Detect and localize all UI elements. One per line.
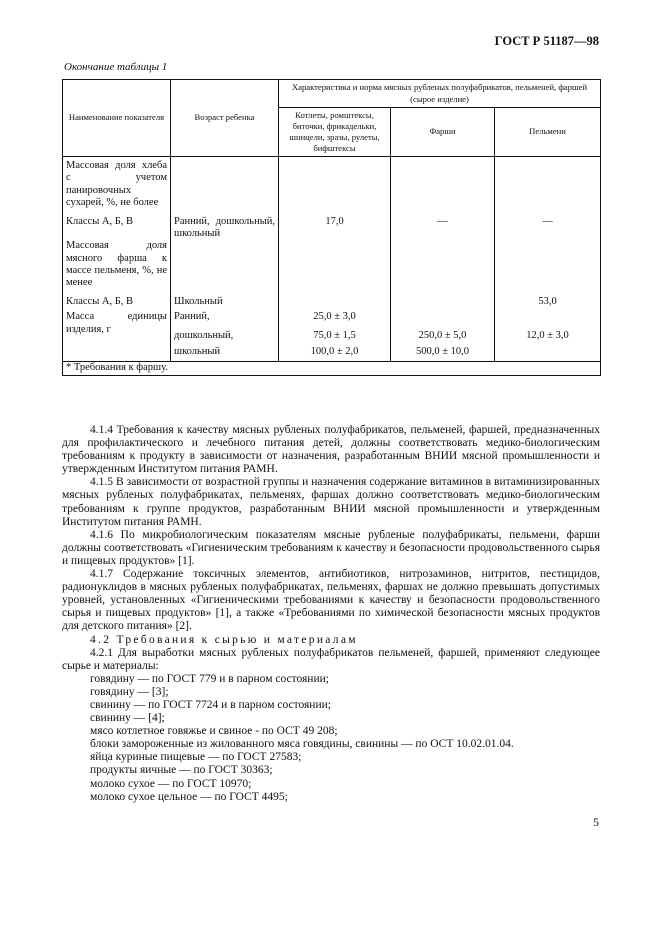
list-item: молоко сухое — по ГОСТ 10970; <box>90 777 252 790</box>
list-item: свинину — по ГОСТ 7724 и в парном состоянии; <box>90 698 331 711</box>
row-name: Массовая доля хлеба с учетом панировочных сухарей, %, не более <box>63 157 171 210</box>
materials-list <box>62 673 600 804</box>
table-row <box>63 210 601 241</box>
paragraph-4-2-1: 4.2.1 Для выработки мясных рубленых полуфабрикатов пельменей, фаршей, применяют следующее сырье и материалы: <box>62 646 600 672</box>
header-indicator: Наименование показателя <box>63 80 171 157</box>
header-age: Возраст ребенка <box>171 80 279 157</box>
body-text <box>62 424 600 804</box>
table-row <box>63 308 601 323</box>
paragraph-4-1-4: 4.1.4 Требования к качеству мясных рубленых полуфабрикатов, пельменей, фаршей, предназначенных для профилактического и лечебного питания детей, должны соответствовать медико-биологическим требованиям к продукту в зависимости от назначения, разработанным ВНИИ мясной промышленности и утвержденным Институтом питания РАМН. <box>62 424 600 476</box>
section-heading-4-2: 4.2 Требования к сырью и материалам <box>90 633 358 646</box>
row-age: Ранний, дошкольный, школьный <box>171 210 279 241</box>
table-row <box>63 240 601 290</box>
list-item: говядину — по ГОСТ 779 и в парном состоянии; <box>90 672 329 685</box>
row-name: Массовая доля мясного фарша к массе пельменя, %, не менее <box>63 240 171 290</box>
row-name: Масса единицы изделия, г <box>63 308 171 362</box>
row-pelmeni: — <box>495 210 601 241</box>
list-item: мясо котлетное говяжье и свиное - по ОСТ 49 208; <box>90 725 338 738</box>
table-row <box>63 157 601 210</box>
list-item: свинину — [4]; <box>90 712 165 725</box>
header-group: Характеристика и норма мясных рубленых полуфабрикатов, пельменей, фаршей (сырое изделие) <box>279 80 601 108</box>
table-row <box>63 290 601 308</box>
table-caption: Окончание таблицы 1 <box>64 61 168 73</box>
list-item: блоки замороженные из жилованного мяса говядины, свинины — по ОСТ 10.02.01.04. <box>90 738 514 751</box>
paragraph-4-1-6: 4.1.6 По микробиологическим показателям мясные рубленые полуфабрикаты, пельмени, фарши должны соответствовать «Гигиеническим требованиям к качеству и безопасности продовольственного сырья и пищевых продуктов» [1]. <box>62 528 600 567</box>
row-age: Школьный <box>171 290 279 308</box>
header-cutlets: Котлеты, ромштексы, биточки, фрикадельки, шницели, зразы, рулеты, бифштексы <box>279 108 391 157</box>
row-age: Ранний, <box>171 308 279 323</box>
list-item: яйца куриные пищевые — по ГОСТ 27583; <box>90 751 302 764</box>
list-item: молоко сухое цельное — по ГОСТ 4495; <box>90 790 288 803</box>
paragraph-4-1-5: 4.1.5 В зависимости от возрастной группы и назначения содержание витаминов в витаминизированных мясных рубленых полуфабрикатах, пельменях, фаршах должно соответствовать медико-биологическим требованиям к группе продуктов, разработанным ВНИИ мясной промышленности и утвержденным Институтом питания РАМН. <box>62 476 600 528</box>
document-code: ГОСТ Р 51187—98 <box>494 34 599 48</box>
row-farshi: 250,0 ± 5,0 <box>391 324 495 342</box>
page-number: 5 <box>593 815 599 829</box>
header-pelmeni: Пельмени <box>495 108 601 157</box>
row-cutlets: 17,0 <box>279 210 391 241</box>
row-name: Классы А, Б, В <box>63 210 171 241</box>
spec-table <box>62 79 601 376</box>
row-age: дошкольный, <box>171 324 279 342</box>
row-age: школьный <box>171 342 279 362</box>
table-footnote: * Требования к фаршу. <box>63 362 601 375</box>
list-item: говядину — [3]; <box>90 685 169 698</box>
row-pelmeni: 12,0 ± 3,0 <box>495 324 601 342</box>
row-cutlets: 25,0 ± 3,0 <box>279 308 391 323</box>
row-name: Классы А, Б, В <box>63 290 171 308</box>
row-cutlets: 100,0 ± 2,0 <box>279 342 391 362</box>
paragraph-4-1-7: 4.1.7 Содержание токсичных элементов, антибиотиков, нитрозаминов, нитритов, пестицидов, радионуклидов в мясных рубленых полуфабрикатах, пельменях, фаршах не должно превышать допустимых уровней, установленных «Гигиеническими требованиями к качеству и безопасности продовольственного сырья и пищевых продуктов» [1], а также «Требованиями по химической безопасности мясных продуктов для детского питания» [2]. <box>62 568 600 633</box>
list-item: продукты яичные — по ГОСТ 30363; <box>90 764 273 777</box>
row-farshi: 500,0 ± 10,0 <box>391 342 495 362</box>
row-farshi: — <box>391 210 495 241</box>
row-cutlets: 75,0 ± 1,5 <box>279 324 391 342</box>
header-farshi: Фарши <box>391 108 495 157</box>
row-pelmeni: 53,0 <box>495 290 601 308</box>
